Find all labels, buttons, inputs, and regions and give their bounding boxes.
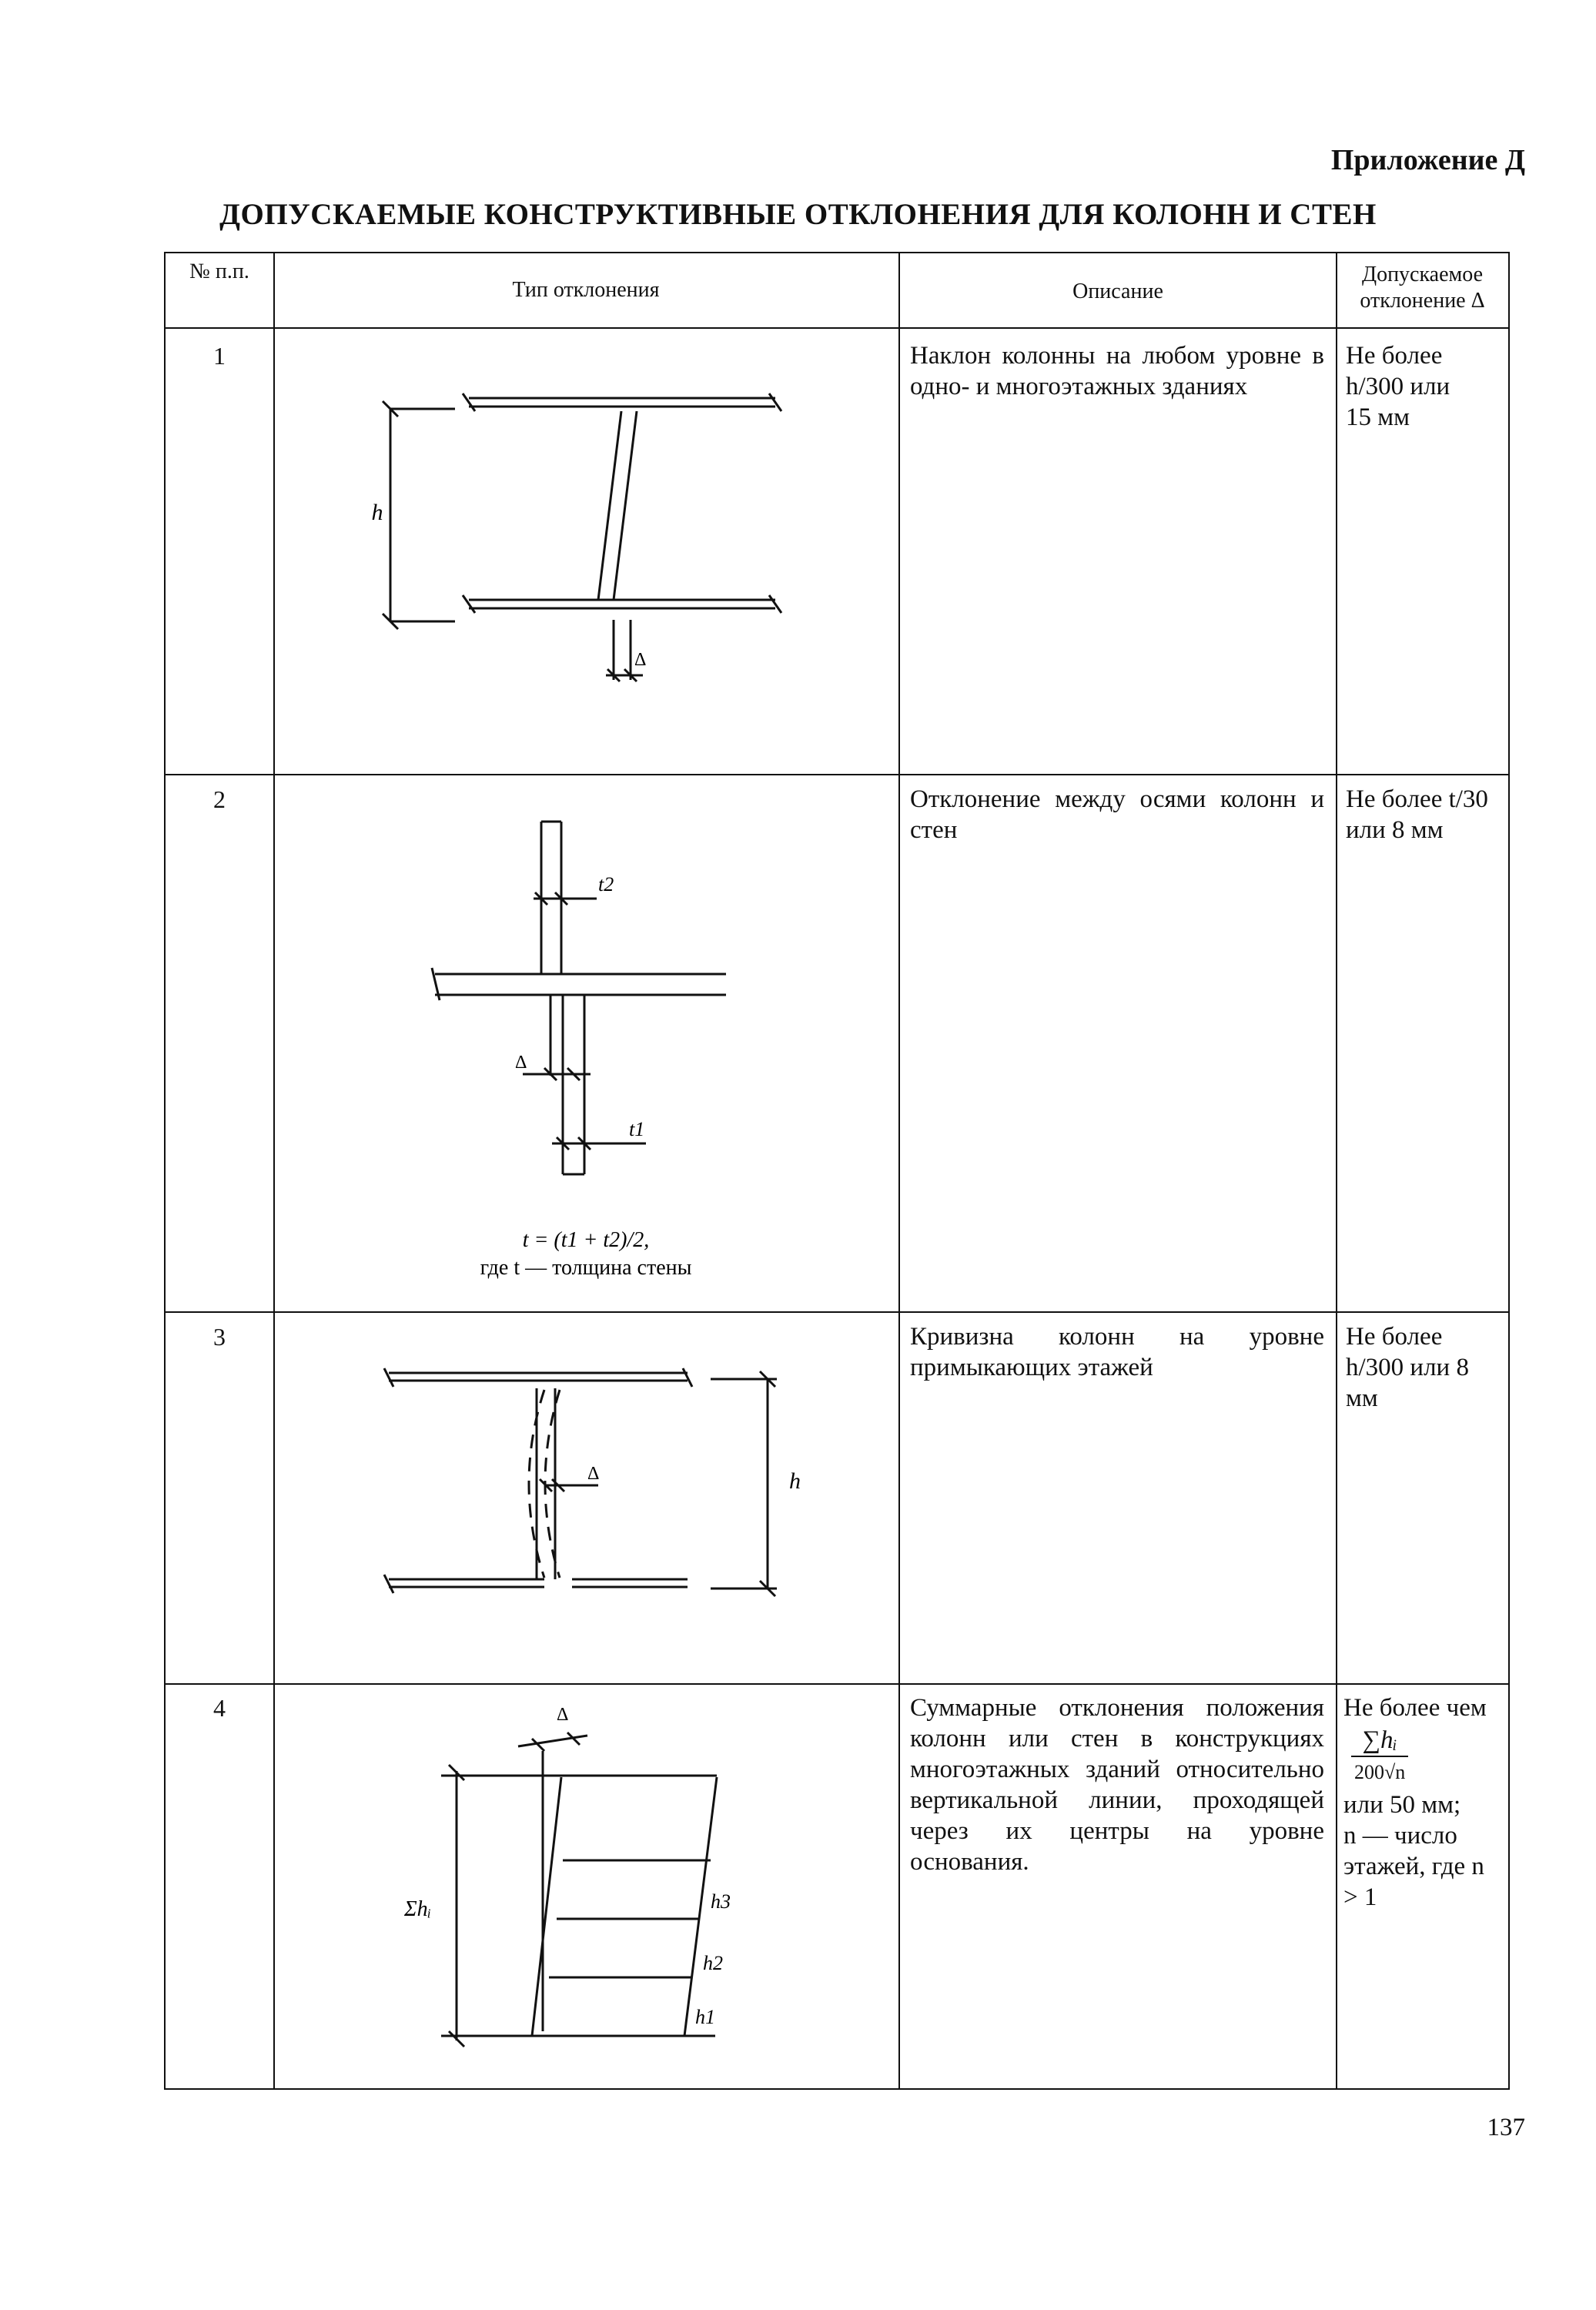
table-border-right	[1508, 252, 1510, 2090]
row-allowed-total	[1343, 1692, 1504, 1913]
row-description: Отклонение между осями колонн и стен	[910, 785, 1324, 844]
cumulative-deviation-figure	[275, 1685, 897, 2087]
column-edge	[532, 1777, 561, 2036]
h-label: h	[371, 500, 383, 525]
row-number: 1	[213, 342, 226, 370]
h2-label: h2	[703, 1952, 723, 1974]
sum-label: Σhᵢ	[404, 1897, 432, 1921]
table-border-left	[164, 252, 166, 2090]
row-allowed: Не более h/300 или 15 мм	[1346, 342, 1450, 431]
column-tilt-figure	[275, 329, 897, 772]
row-allowed: Не более t/30 или 8 мм	[1346, 785, 1488, 844]
delta-label: Δ	[587, 1464, 600, 1484]
table-border-top	[164, 252, 1510, 253]
h1-label: h1	[695, 2006, 715, 2028]
row-number: 2	[213, 785, 226, 813]
delta-label: Δ	[634, 650, 647, 670]
allowed-alt: или 50 мм;	[1343, 1791, 1461, 1819]
thickness-note: где t — толщина стены	[480, 1256, 692, 1280]
column-header-allowed: Допускаемое отклонение Δ	[1360, 263, 1485, 313]
table-col-divider	[898, 252, 900, 2090]
row-description: Суммарные отклонения положения колонн или стен в конструкциях многоэтажных зданий относительно вертикальной линии, проходящей через их центры на уровне основания.	[910, 1694, 1324, 1876]
row-description: Кривизна колонн на уровне примыкающих этажей	[910, 1323, 1324, 1381]
table-border-bottom	[164, 2088, 1510, 2090]
t2-label: t2	[598, 873, 614, 896]
appendix-label: Приложение Д	[1330, 144, 1525, 176]
allowed-intro: Не более чем	[1343, 1694, 1487, 1722]
allowed-note: n — число этажей, где n > 1	[1343, 1822, 1484, 1911]
delta-label: Δ	[557, 1705, 569, 1725]
column-header-num: № п.п.	[189, 259, 249, 283]
h-label: h	[789, 1468, 801, 1494]
thickness-formula: t = (t1 + t2)/2,	[522, 1228, 650, 1252]
row-number: 3	[213, 1323, 226, 1351]
column-curvature-figure	[275, 1313, 897, 1682]
fraction-denominator: 200√n	[1354, 1761, 1406, 1783]
column-header-description: Описание	[1072, 280, 1163, 303]
row-description: Наклон колонны на любом уровне в одно- и многоэтажных зданиях	[910, 342, 1324, 400]
h3-label: h3	[711, 1890, 731, 1913]
column-header-type: Тип отклонения	[512, 278, 660, 302]
page-number: 137	[1487, 2114, 1525, 2141]
row-number: 4	[213, 1694, 226, 1722]
axis-offset-figure	[275, 775, 897, 1310]
fraction-numerator: ∑hᵢ	[1351, 1725, 1408, 1757]
allowed-fraction	[1351, 1725, 1408, 1788]
t1-label: t1	[629, 1118, 645, 1140]
delta-label: Δ	[515, 1053, 527, 1073]
page-title: ДОПУСКАЕМЫЕ КОНСТРУКТИВНЫЕ ОТКЛОНЕНИЯ ДЛЯ КОЛОНН И СТЕН	[219, 198, 1377, 231]
table-col-divider	[1336, 252, 1337, 2090]
row-allowed: Не более h/300 или 8 мм	[1346, 1323, 1469, 1412]
